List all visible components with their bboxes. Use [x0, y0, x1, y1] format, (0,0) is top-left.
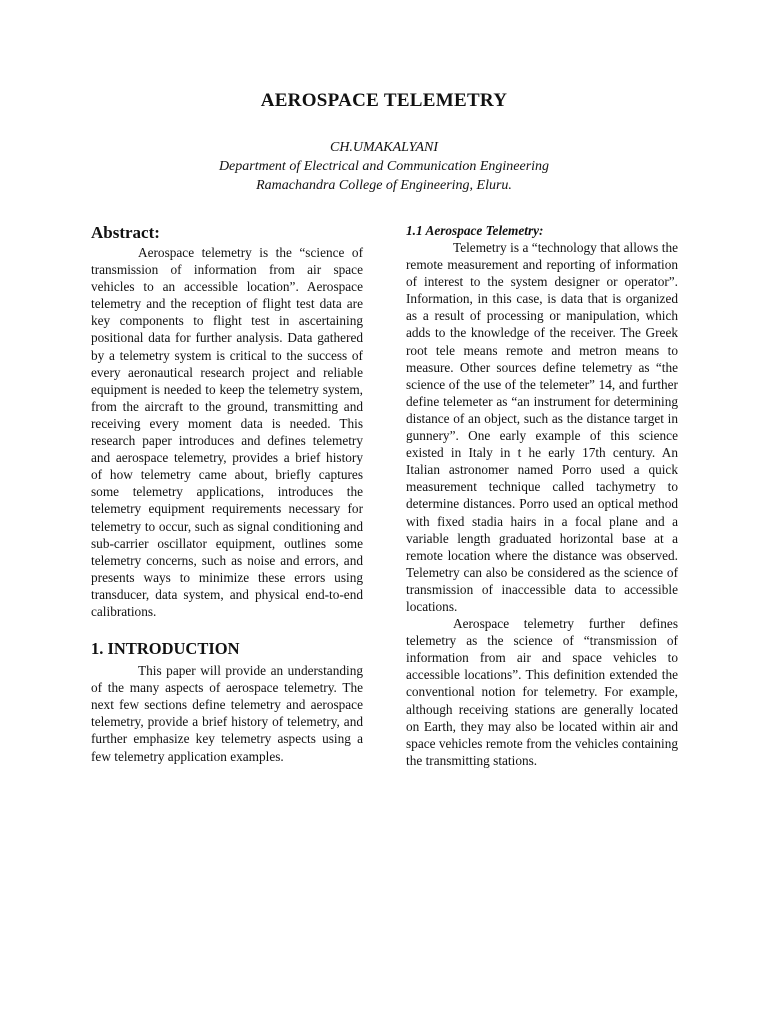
abstract-text: Aerospace telemetry is the “science of transmission of information from air space vehicles to an accessible location”. Aerospace telemetry and the reception of flight test data are key components to flight test in ascertaining positional data for further analysis. Data gathered by a telemetry system is critical to the success of every aeronautical research project and reliable equipment is needed to keep the telemetry system, from the aircraft to the ground, transmitting and receiving every moment data is needed. This research paper introduces and defines telemetry and aerospace telemetry, provides a brief history of how telemetry came about, briefly captures some telemetry applications, introduces the telemetry equipment requirements necessary for telemetry to occur, such as signal conditioning and sub-carrier oscillator equipment, outlines some telemetry concerns, such as noise and errors, and presents ways to minimize these errors using transducer, data system, and physical end-to-end calibrations.: [91, 245, 363, 619]
right-column: [406, 222, 678, 769]
paper-title: AEROSPACE TELEMETRY: [260, 90, 508, 111]
introduction-text: This paper will provide an understanding of the many aspects of aerospace telemetry. The next few sections define telemetry and aerospace telemetry, provide a brief history of telemetry, and further emphasize key telemetry aspects using a few telemetry application examples.: [91, 663, 363, 764]
section-1-1-paragraph-2: Aerospace telemetry further defines telemetry as the science of “transmission of information from air and space vehicles to accessible locations”. This definition extended the conventional notion for telemetry. For example, although receiving stations are generally located on Earth, they may also be located within air and space vehicles remote from the vehicles containing the transmitting stations.: [406, 616, 678, 768]
introduction-heading: 1. INTRODUCTION: [91, 639, 240, 659]
author-name: CH.UMAKALYANI: [329, 140, 439, 155]
section-1-1-heading: 1.1 Aerospace Telemetry:: [406, 223, 544, 238]
author-college: Ramachandra College of Engineering, Eluru.: [256, 178, 512, 193]
left-column: [91, 222, 363, 765]
author-department: Department of Electrical and Communication Engineering: [218, 159, 550, 174]
abstract-heading: Abstract:: [91, 223, 160, 242]
section-1-1-paragraph-1: Telemetry is a “technology that allows the remote measurement and reporting of information of interest to the system designer or operator”. Information, in this case, is data that is organized as a result of processing or manipulation, which adds to the knowledge of the receiver. The Greek root tele means remote and metron means to measure. Other sources define telemetry as “the science of the use of the telemeter” 14, and further define telemeter as “an instrument for determining distance of an object, such as the distance target in gunnery”. One early example of this science existed in Italy in t he early 17th century. An Italian astronomer named Porro used a quick measurement technique called tachymetry to determine distances. Porro used an optical method with fixed stadia hairs in a focal plane and a variable length graduated horizontal base at a remote location where the distance was observed. Telemetry can also be considered as the science of transmission of inaccessible data to accessible locations.: [406, 240, 678, 614]
author-block: [0, 138, 768, 195]
